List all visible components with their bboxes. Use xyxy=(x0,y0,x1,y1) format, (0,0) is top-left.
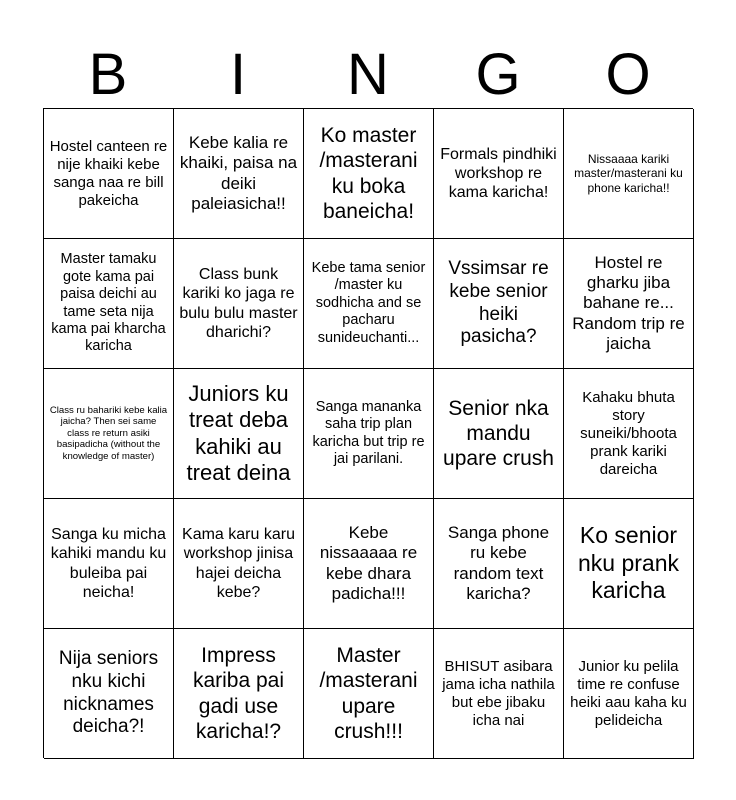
cell-text: Vssimsar re kebe senior heiki pasicha? xyxy=(448,257,549,348)
bingo-cell[interactable] xyxy=(174,369,304,499)
cell-text: Impress kariba pai gadi use karicha!? xyxy=(192,644,285,743)
cell-text: Nija seniors nku kichi nicknames deicha?! xyxy=(58,647,159,738)
bingo-cell[interactable] xyxy=(174,499,304,629)
header-letter-o: O xyxy=(605,41,651,107)
bingo-cell[interactable] xyxy=(564,629,694,759)
header-letter-n: N xyxy=(347,41,389,107)
bingo-cell[interactable] xyxy=(434,239,564,369)
cell-text: Formals pindhiki workshop re kama karicha! xyxy=(440,145,557,202)
header-letter-i: I xyxy=(229,41,247,107)
bingo-cell[interactable] xyxy=(434,629,564,759)
bingo-cell[interactable] xyxy=(564,499,694,629)
cell-text: Kebe kalia re khaiki, paisa na deiki paleiasicha!! xyxy=(179,132,298,213)
bingo-cell[interactable] xyxy=(44,499,174,629)
bingo-cell[interactable] xyxy=(434,499,564,629)
cell-text: Nissaaaa kariki master/masterani ku phone karicha!! xyxy=(574,151,683,195)
bingo-cell[interactable] xyxy=(174,239,304,369)
cell-text: Master /masterani upare crush!!! xyxy=(319,644,418,743)
bingo-grid xyxy=(43,108,693,758)
bingo-cell[interactable] xyxy=(434,369,564,499)
bingo-cell[interactable] xyxy=(304,239,434,369)
bingo-cell[interactable] xyxy=(44,239,174,369)
bingo-cell[interactable] xyxy=(564,369,694,499)
bingo-cell[interactable] xyxy=(44,629,174,759)
bingo-cell[interactable] xyxy=(304,629,434,759)
bingo-cell[interactable] xyxy=(304,499,434,629)
bingo-cell[interactable] xyxy=(174,629,304,759)
cell-text: Kebe tama senior /master ku sodhicha and se pacharu sunideuchanti... xyxy=(311,260,426,346)
cell-text: Sanga mananka saha trip plan karicha but trip re jai parilani. xyxy=(312,398,425,467)
cell-text: Senior nka mandu upare crush xyxy=(443,396,554,471)
bingo-cell[interactable] xyxy=(304,109,434,239)
cell-text: Junior ku pelila time re confuse heiki aau kaha ku pelideicha xyxy=(570,657,687,729)
bingo-cell[interactable] xyxy=(564,109,694,239)
bingo-cell[interactable] xyxy=(44,109,174,239)
cell-text: Hostel re gharku jiba bahane re... Random trip re jaicha xyxy=(572,252,685,354)
cell-text: Kahaku bhuta story suneiki/bhoota prank kariki dareicha xyxy=(580,388,677,478)
cell-text: Class ru bahariki kebe kalia jaicha? Then sei same class re return asiki basipadicha (without the knowledge of master) xyxy=(49,404,168,462)
bingo-cell[interactable] xyxy=(44,369,174,499)
bingo-cell[interactable] xyxy=(434,109,564,239)
bingo-cell[interactable] xyxy=(564,239,694,369)
cell-text: Ko master /masterani ku boka baneicha! xyxy=(319,124,418,223)
cell-text: Class bunk kariki ko jaga re bulu bulu master dharichi? xyxy=(179,266,298,341)
header-letter-b: B xyxy=(88,41,128,107)
header-letter-g: G xyxy=(475,41,521,107)
bingo-header xyxy=(43,40,693,108)
cell-text: BHISUT asibara jama icha nathila but ebe jibaku icha nai xyxy=(442,657,555,729)
cell-text: Juniors ku treat deba kahiki au treat deina xyxy=(186,380,291,485)
bingo-cell[interactable] xyxy=(174,109,304,239)
cell-text: Master tamaku gote kama pai paisa deichi au tame seta nija kama pai kharcha karicha xyxy=(51,251,166,355)
cell-text: Kebe nissaaaaa re kebe dhara padicha!!! xyxy=(319,522,418,603)
cell-text: Sanga ku micha kahiki mandu ku buleiba pai neicha! xyxy=(50,526,167,601)
cell-text: Hostel canteen re nije khaiki kebe sanga naa re bill pakeicha xyxy=(49,137,168,209)
cell-text: Ko senior nku prank karicha xyxy=(577,522,679,604)
cell-text: Sanga phone ru kebe random text karicha? xyxy=(447,522,550,603)
bingo-cell[interactable] xyxy=(304,369,434,499)
cell-text: Kama karu karu workshop jinisa hajei deicha kebe? xyxy=(182,526,295,601)
